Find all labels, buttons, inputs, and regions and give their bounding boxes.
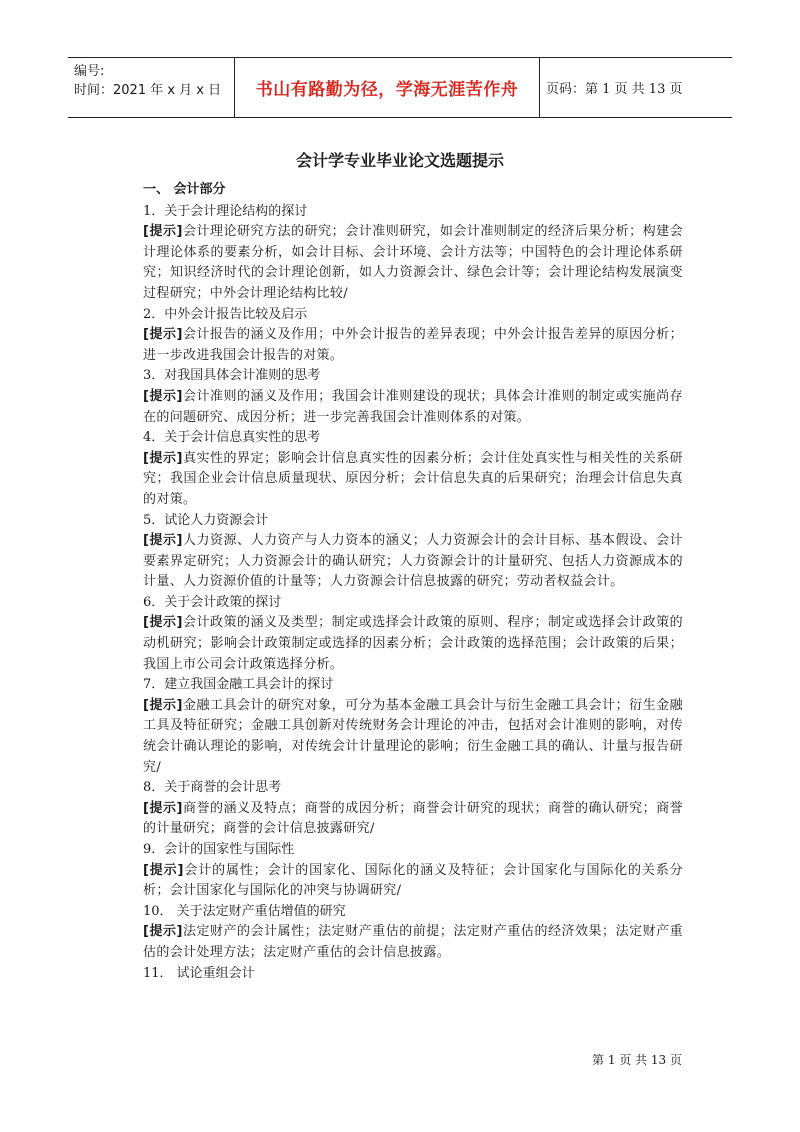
- item-title: 5．试论人力资源会计: [143, 512, 269, 528]
- item-title: 3．对我国具体会计准则的思考: [143, 368, 321, 384]
- item-title: 10． 关于法定财产重估增值的研究: [143, 903, 346, 919]
- hint-text: 人力资源、人力资产与人力资本的涵义；人力资源会计的会计目标、基本假设、会计要素界定研究；人力资源会计的确认研究；人力资源会计的计量研究、包括人力资源成本的计量、人力资源价值的计量等；人力资源会计信息披露的研究；劳动者权益会计。: [143, 533, 683, 590]
- list-item: [143, 511, 683, 593]
- item-list: [143, 202, 683, 985]
- item-body: [143, 531, 683, 593]
- item-title: 8．关于商誉的会计思考: [143, 780, 282, 796]
- item-title: 2．中外会计报告比较及启示: [143, 306, 308, 322]
- hint-text: 会计的属性；会计的国家化、国际化的涵义及特征；会计国家化与国际化的关系分析；会计国家化与国际化的冲突与协调研究/: [143, 862, 683, 899]
- hint-text: 会计政策的涵义及类型；制定或选择会计政策的原则、程序；制定或选择会计政策的动机研究；影响会计政策制定或选择的因素分析；会计政策的选择范围；会计政策的后果；我国上市公司会计政策选择分析。: [143, 615, 683, 672]
- hint-text: 法定财产的会计属性；法定财产重估的前提；法定财产重估的经济效果；法定财产重估的会计处理方法；法定财产重估的会计信息披露。: [143, 924, 683, 960]
- hint-tag: [提示]: [143, 862, 184, 878]
- item-body: [143, 449, 683, 511]
- motto: 书山有路勤为径，学海无涯苦作舟: [234, 58, 540, 117]
- time-label: 时间：2021 年 x 月 x 日: [74, 83, 222, 98]
- item-title: 9．会计的国家性与国际性: [143, 842, 295, 857]
- item-body: [143, 799, 683, 840]
- serial-label: 编号:: [74, 64, 105, 79]
- item-body: [143, 861, 683, 902]
- header-table: [68, 57, 732, 118]
- hint-text: 真实性的界定；影响会计信息真实性的因素分析；会计住处真实性与相关性的关系研究；我国企业会计信息质量现状、原因分析；会计信息失真的后果研究；治理会计信息失真的对策。: [143, 450, 683, 507]
- hint-tag: [提示]: [143, 224, 183, 240]
- item-body: [143, 387, 683, 428]
- item-title: 1．关于会计理论结构的探讨: [143, 203, 308, 219]
- item-body: [143, 222, 683, 304]
- list-item: [143, 366, 683, 428]
- hint-text: 会计理论研究方法的研究；会计准则研究，如会计准则制定的经济后果分析；构建会计理论体系的要素分析，如会计目标、会计环境、会计方法等；中国特色的会计理论体系研究；知识经济时代的会计理论创新，如人力资源会计、绿色会计等；会计理论结构发展演变过程研究；中外会计理论结构比较/: [143, 224, 683, 301]
- hint-tag: [提示]: [143, 327, 183, 343]
- list-item: [143, 202, 683, 305]
- list-item: [143, 675, 683, 778]
- page-footer: 第 1 页 共 13 页: [592, 1053, 682, 1067]
- hint-text: 金融工具会计的研究对象，可分为基本金融工具会计与衍生金融工具会计；衍生金融工具及特征研究；金融工具创新对传统财务会计理论的冲击，包括对会计准则的影响，对传统会计确认理论的影响，对传统会计计量理论的影响；衍生金融工具的确认、计量与报告研究/: [143, 697, 683, 775]
- hint-tag: [提示]: [143, 533, 183, 549]
- hint-text: 会计报告的涵义及作用；中外会计报告的差异表现；中外会计报告差异的原因分析；进一步改进我国会计报告的对策。: [143, 327, 683, 363]
- hint-tag: [提示]: [143, 615, 183, 631]
- item-title: 6．关于会计政策的探讨: [143, 594, 282, 610]
- hint-tag: [提示]: [143, 388, 183, 404]
- content-body: [143, 180, 683, 984]
- item-body: [143, 325, 683, 366]
- document-title: 会计学专业毕业论文选题提示: [295, 151, 504, 170]
- list-item: [143, 964, 683, 985]
- item-body: [143, 922, 683, 963]
- hint-tag: [提示]: [143, 697, 183, 713]
- hint-text: 商誉的涵义及特点；商誉的成因分析；商誉会计研究的现状；商誉的确认研究；商誉的计量研究；商誉的会计信息披露研究/: [143, 800, 683, 837]
- hint-tag: [提示]: [143, 924, 183, 940]
- item-body: [143, 613, 683, 675]
- list-item: [143, 305, 683, 367]
- list-item: [143, 778, 683, 840]
- list-item: [143, 902, 683, 964]
- page-info: 页码：第 1 页 共 13 页: [546, 82, 683, 97]
- item-title: 4．关于会计信息真实性的思考: [143, 430, 321, 446]
- hint-tag: [提示]: [143, 450, 183, 466]
- header-left-cell: [68, 58, 234, 117]
- list-item: [143, 593, 683, 675]
- hint-text: 会计准则的涵义及作用；我国会计准则建设的现状；具体会计准则的制定或实施尚存在的问题研究、成因分析；进一步完善我国会计准则体系的对策。: [143, 388, 683, 425]
- list-item: [143, 840, 683, 902]
- list-item: [143, 428, 683, 510]
- item-title: 7．建立我国金融工具会计的探讨: [143, 677, 334, 693]
- hint-tag: [提示]: [143, 800, 183, 816]
- item-title: 11． 试论重组会计: [143, 965, 255, 981]
- item-body: [143, 696, 683, 778]
- section-heading: 一、 会计部分: [143, 182, 226, 197]
